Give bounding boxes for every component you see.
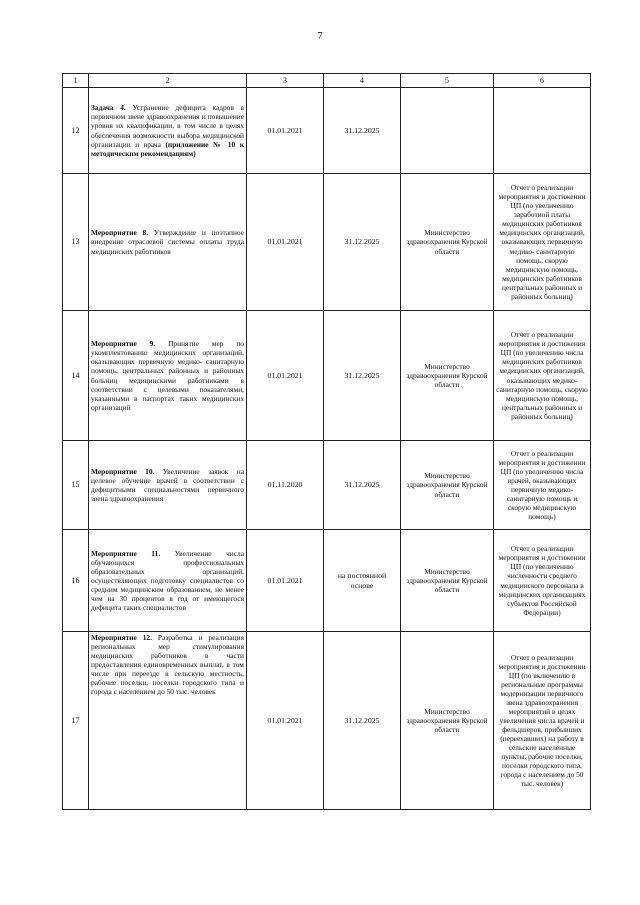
executor: Министерство здравоохранения Курской области [401,311,494,441]
row-number: 15 [63,441,89,530]
measure-description [89,311,247,441]
expected-result: Отчет о реализации мероприятия и достижения ЦП (по увеличению числа медицинских работников медицинских организаций, оказывающих медико-санитарную помощь, скорую медицинскую помощь, центральных районных и районных больниц) [494,311,591,441]
row-number: 12 [63,88,89,174]
executor: Министерство здравоохранения Курской области [401,174,494,311]
measure-description [89,88,247,174]
executor [401,88,494,174]
column-header: 5 [401,74,494,88]
measure-title: Мероприятие 8. [91,228,149,238]
measure-text: Утверждение и поэтапное внедрение отраслевой системы оплаты труда медицинских работников [91,228,244,256]
table-row [63,632,591,810]
executor: Министерство здравоохранения Курской области [401,530,494,632]
measure-text: Разработка и реализация региональных мер стимулирования медицинских работников в части предоставления единовременных выплат, в том числе при переезде в сельскую местность, рабочие поселки, поселки городского типа и города с населением до 50 тыс. человек [91,633,244,697]
executor: Министерство здравоохранения Курской области [401,632,494,810]
measure-title: Задача 4. [91,103,126,113]
measure-text: Устранение дефицита кадров в первичном звене здравоохранения и повышение уровня их квалификации, в том числе в целях обеспечения возможности выбора медицинской организации и врача [91,103,244,149]
start-date: 01.01.2021 [247,174,324,311]
end-date: 31.12.2025 [324,88,401,174]
measure-title: Мероприятие 10. [91,466,155,476]
start-date: 01.01.2021 [247,530,324,632]
row-number: 13 [63,174,89,311]
measure-title: Мероприятие 11. [91,548,161,558]
table-row [63,174,591,311]
column-header: 4 [324,74,401,88]
measure-text: Увеличение заявок на целевое обучение врачей в соответствии с дефицитными специальностями первичного звена здравоохранения [91,466,244,504]
executor: Министерство здравоохранения Курской области [401,441,494,530]
expected-result: Отчет о реализации мероприятия и достижении ЦП (по включению в региональные программы модернизации первичного звена здравоохранения мероприятий в целях увеличения числа врачей и фельдшеров, прибывших (переехавших) на работу в сельские населенные пункты, рабочие поселки, поселки городского типа, города с населением до 50 тыс. человек) [494,632,591,810]
end-date: 31.12.2025 [324,174,401,311]
start-date: 01.11.2020 [247,441,324,530]
measure-text: Увеличение числа обучающихся профессиональных образовательных организаций, осуществляющих подготовку специалистов со средним медицинским образованием, не менее чем на 30 процентов в год от имеющегося дефицита таких специалистов [91,548,245,613]
row-number: 17 [63,632,89,810]
end-date: 31.12.2025 [324,441,401,530]
column-header: 3 [247,74,324,88]
end-date: 31.12.2025 [324,632,401,810]
measures-table [62,73,591,810]
measure-title: Мероприятие 9. [91,339,156,349]
page-number: 7 [317,30,323,42]
measure-text: Принятие мер по укомплектованию медицинских организаций, оказывающих первичную медико- санитарную помощь, центральных районных и районных больниц медицинскими работниками в соответствии с целевыми показателями, указанными в паспортах таких медицинских организаций [91,339,244,412]
measure-description [89,530,247,632]
expected-result [494,88,591,174]
column-header: 6 [494,74,591,88]
column-header: 2 [89,74,247,88]
row-number: 16 [63,530,89,632]
start-date: 01.01.2021 [247,632,324,810]
table-row [63,530,591,632]
expected-result: Отчет о реализации мероприятия и достижении ЦП (по увеличению числа врачей, оказывающих первичную медико- санитарную помощь и скорую медицинскую помощь) [494,441,591,530]
table-header-row [63,74,591,88]
measure-description [89,632,247,810]
measure-description [89,441,247,530]
table-row [63,441,591,530]
table-row [63,311,591,441]
measure-title: Мероприятие 12. [91,633,152,642]
measure-reference: (приложение № 10 к методическим рекомендациям) [91,139,245,158]
table-row [63,88,591,174]
end-date: на постоянной основе [324,530,401,632]
end-date: 31.12.2025 [324,311,401,441]
column-header: 1 [63,74,89,88]
row-number: 14 [63,311,89,441]
measure-description [89,174,247,311]
expected-result: Отчет о реализации мероприятия и достижении ЦП (по увеличению численности среднего медицинского персонала в медицинских организациях субъектов Российской Федерации) [494,530,591,632]
start-date: 01.01.2021 [247,88,324,174]
start-date: 01.01.2021 [247,311,324,441]
expected-result: Отчет о реализации мероприятия и достижении ЦП (по увеличению заработной платы медицинских работников медицинских организаций, оказывающих первичную медико- санитарную помощь, скорую медицинскую помощь, медицинских работников центральных районных и районных больниц) [494,174,591,311]
